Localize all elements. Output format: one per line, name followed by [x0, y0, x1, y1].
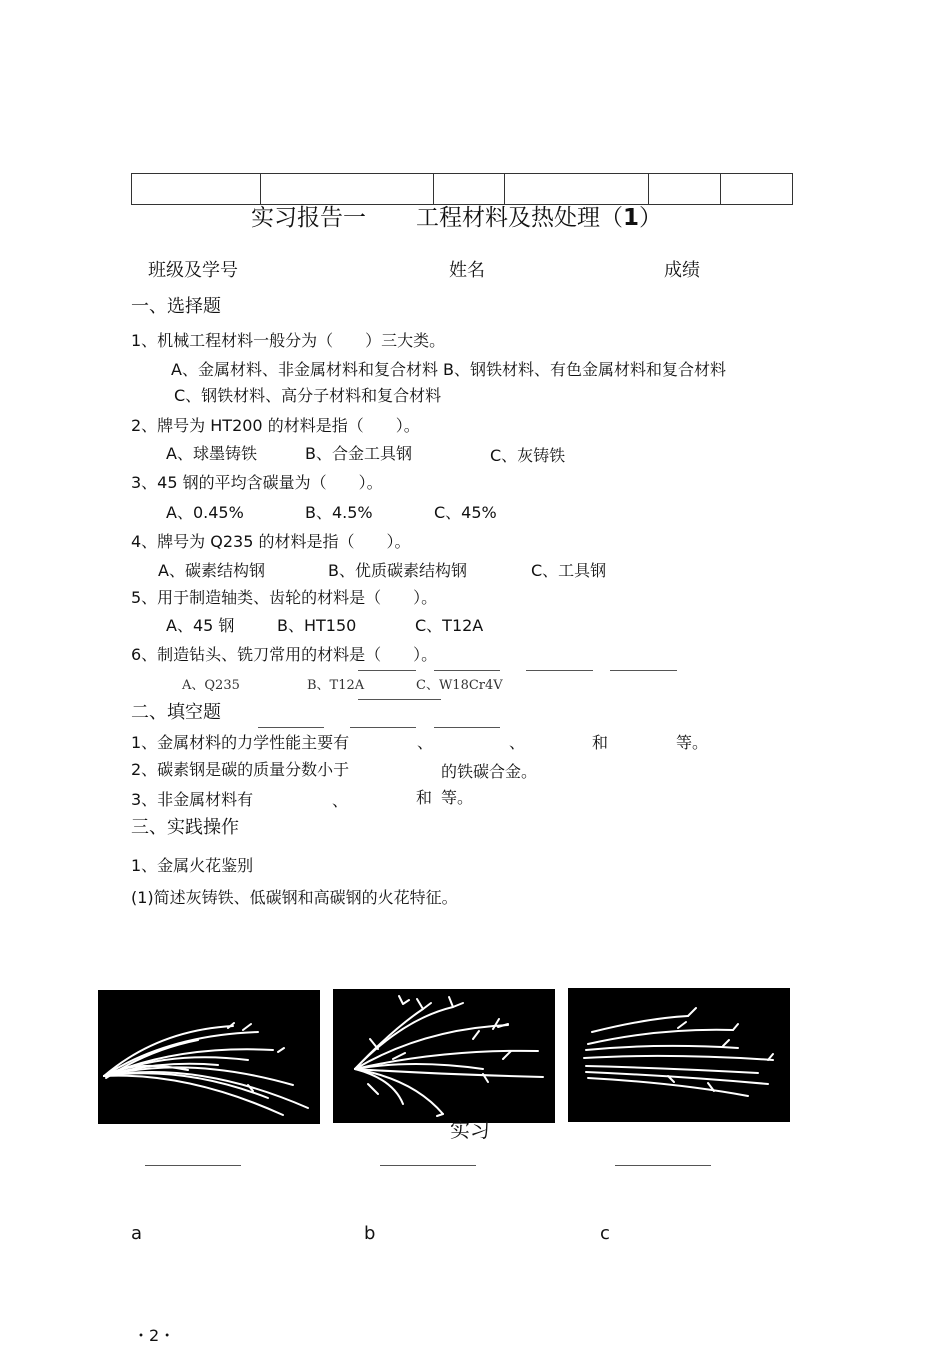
q5-option-c: C、T12A [415, 616, 484, 635]
q6-option-b: B、T12A [307, 678, 365, 693]
photo-label-a: a [131, 1223, 143, 1244]
fill-1-and: 和 [592, 733, 609, 752]
practice-question-1: (1)简述灰铸铁、低碳钢和高碳钢的火花特征。 [131, 888, 458, 907]
q1-options-ab: A、金属材料、非金属材料和复合材料 B、钢铁材料、有色金属材料和复合材料 [171, 360, 727, 379]
blank-line [610, 670, 677, 671]
header-cell [721, 174, 793, 205]
photo-blank-b [380, 1165, 476, 1166]
fill-3-and: 和 [416, 788, 433, 807]
overlay-text: 实习 [450, 1118, 490, 1142]
practice-subheading: 1、金属火花鉴别 [131, 856, 254, 875]
blank-line [434, 670, 500, 671]
blank-line [258, 727, 324, 728]
spark-photo-c [568, 988, 790, 1122]
photo-blank-c [615, 1165, 711, 1166]
blank-line [434, 727, 500, 728]
question-5: 5、用于制造轴类、齿轮的材料是（ ）。 [131, 588, 438, 607]
q6-option-a: A、Q235 [182, 678, 240, 693]
blank-line [526, 670, 593, 671]
q2-option-b: B、合金工具钢 [305, 444, 412, 463]
fill-2: 2、碳素钢是碳的质量分数小于 [131, 760, 350, 779]
fill-1-sep2: 、 [509, 733, 526, 752]
section1-heading: 一、选择题 [131, 296, 221, 317]
q3-option-a: A、0.45% [166, 503, 244, 522]
page-title [251, 199, 662, 232]
fill-1-end: 等。 [676, 733, 709, 752]
question-3: 3、45 钢的平均含碳量为（ ）。 [131, 473, 383, 492]
fill-1-sep1: 、 [417, 733, 434, 752]
fill-3-end: 等。 [441, 788, 474, 807]
title-close: ） [639, 205, 663, 231]
spark-photo-b [333, 989, 555, 1123]
fill-2-end: 的铁碳合金。 [441, 762, 538, 781]
blank-line [358, 670, 416, 671]
q2-option-c: C、灰铸铁 [490, 446, 566, 465]
blank-line [350, 727, 416, 728]
blank-line [358, 699, 441, 700]
spark-photo-a [98, 990, 320, 1124]
question-6: 6、制造钻头、铣刀常用的材料是（ ）。 [131, 645, 438, 664]
section3-heading: 三、实践操作 [131, 817, 239, 838]
q6-option-c: C、W18Cr4V [416, 678, 503, 693]
q1-option-c: C、钢铁材料、高分子材料和复合材料 [174, 386, 442, 405]
header-cell [132, 174, 261, 205]
spark-image-c [568, 988, 790, 1122]
fill-3-sep: 、 [332, 791, 349, 810]
title-part2: 工程材料及热处理（ [416, 205, 623, 231]
page-number: ・2・ [133, 1326, 176, 1345]
q5-option-a: A、45 钢 [166, 616, 235, 635]
class-label: 班级及学号 [148, 260, 238, 281]
q5-option-b: B、HT150 [277, 616, 357, 635]
fill-1: 1、金属材料的力学性能主要有 [131, 733, 350, 752]
score-label: 成绩 [664, 260, 700, 281]
q3-option-c: C、45% [434, 503, 497, 522]
spark-image-b [333, 989, 555, 1123]
question-4: 4、牌号为 Q235 的材料是指（ ）。 [131, 532, 411, 551]
photo-label-c: c [600, 1223, 610, 1244]
title-num: 1 [623, 205, 640, 231]
q2-option-a: A、球墨铸铁 [166, 444, 257, 463]
photo-label-b: b [364, 1223, 376, 1244]
q4-option-c: C、工具钢 [531, 561, 607, 580]
q3-option-b: B、4.5% [305, 503, 373, 522]
q4-option-a: A、碳素结构钢 [158, 561, 265, 580]
section2-heading: 二、填空题 [131, 702, 221, 723]
spark-image-a [98, 990, 320, 1124]
fill-3: 3、非金属材料有 [131, 790, 254, 809]
q4-option-b: B、优质碳素结构钢 [328, 561, 467, 580]
name-label: 姓名 [449, 260, 485, 281]
title-part1: 实习报告一 [251, 205, 366, 231]
photo-blank-a [145, 1165, 241, 1166]
question-2: 2、牌号为 HT200 的材料是指（ ）。 [131, 416, 420, 435]
question-1: 1、机械工程材料一般分为（ ）三大类。 [131, 331, 446, 350]
